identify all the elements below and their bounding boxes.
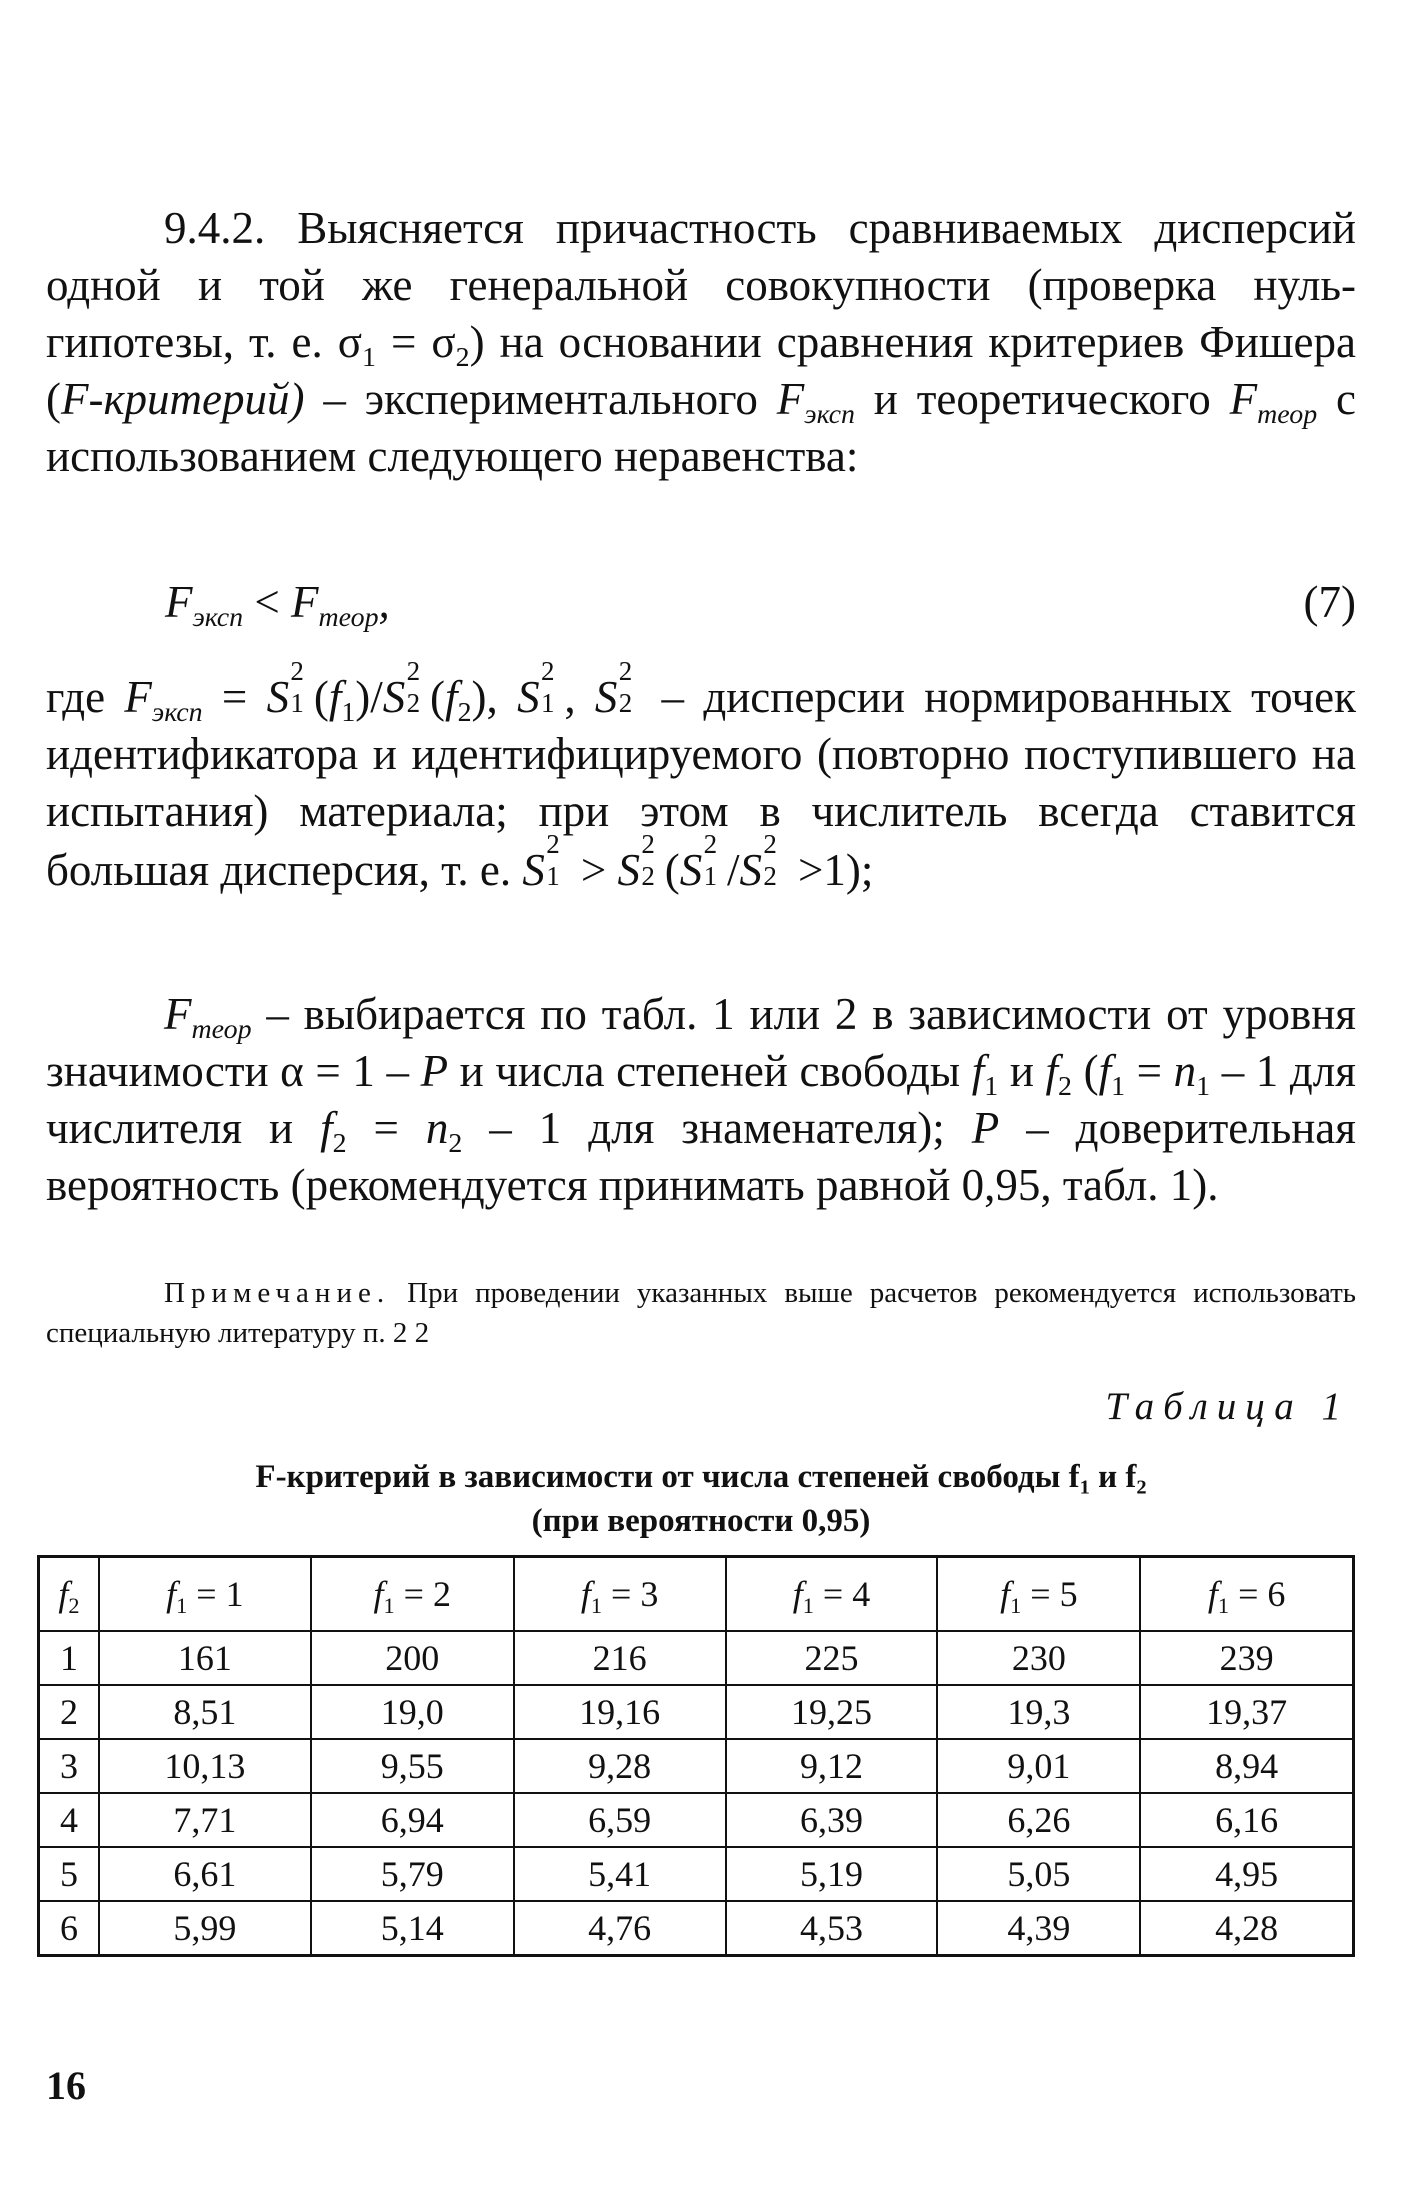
row-f2-cell: 3	[39, 1739, 99, 1793]
table-header-row	[39, 1557, 1354, 1632]
table-cell: 9,55	[311, 1739, 514, 1793]
header-f1-6: $f_1 = 6$	[1140, 1557, 1353, 1632]
table-row	[39, 1739, 1354, 1793]
table-cell: 9,12	[726, 1739, 938, 1793]
table-cell: 225	[726, 1631, 938, 1685]
row-f2-cell: 5	[39, 1847, 99, 1901]
equation-number: (7)	[1303, 577, 1356, 627]
table-cell: 6,94	[311, 1793, 514, 1847]
header-f1-1: $f_1 = 1$	[99, 1557, 311, 1632]
table-row	[39, 1685, 1354, 1739]
row-f2-cell: 1	[39, 1631, 99, 1685]
table-title-line-2: (при вероятности 0,95)	[531, 1503, 871, 1539]
table-cell: 216	[514, 1631, 726, 1685]
table-cell: 5,99	[99, 1901, 311, 1956]
table-title	[46, 1455, 1356, 1543]
header-f1-5: $f_1 = 5$	[937, 1557, 1140, 1632]
table-row	[39, 1847, 1354, 1901]
f-criterion-table	[37, 1555, 1355, 1957]
row-f2-cell: 2	[39, 1685, 99, 1739]
row-f2-cell: 6	[39, 1901, 99, 1956]
note-label: Примечание.	[164, 1277, 391, 1309]
paragraph-fteor: $F_{теор}$ – выбирается по табл. 1 или 2 в зависимости от уровня значимости α = 1 – P и числа степеней свободы $f_1$ и $f_2$ ($f_1 = n_1 - 1$ для числителя и $f_2 = n_2 - 1$ для знаменателя); P – доверительная вероятность (рекомендуется принимать равной 0,95, табл. 1).	[46, 989, 1356, 1210]
f-criterion-term: F-критерий)	[61, 374, 305, 424]
table-cell: 4,53	[726, 1901, 938, 1956]
table-cell: 4,95	[1140, 1847, 1353, 1901]
header-f2: $f_2$	[39, 1557, 99, 1632]
section-number: 9.4.2.	[164, 203, 266, 253]
table-cell: 4,76	[514, 1901, 726, 1956]
equation-7	[165, 574, 1356, 631]
table-cell: 4,28	[1140, 1901, 1353, 1956]
note	[46, 1273, 1356, 1353]
paragraph-where: где $F_{эксп} = S$ 2 1 $(f_1)/S$ 2 2 $(f_2)$, S 2 1 , S 2 2 – дисперсии нормированных точек идентификатора и идентифицируемого (повторно поступившего на испытания) материала; при этом в числитель всегда ставится большая дисперсия, т. е. S 2 1 > S 2 2 (S 2 1 /S 2 2 >1);	[46, 655, 1356, 895]
row-f2-cell: 4	[39, 1793, 99, 1847]
table-cell: 6,26	[937, 1793, 1140, 1847]
table-cell: 6,39	[726, 1793, 938, 1847]
header-f1-2: $f_1 = 2$	[311, 1557, 514, 1632]
table-cell: 161	[99, 1631, 311, 1685]
table-cell: 5,41	[514, 1847, 726, 1901]
paragraph-intro: 9.4.2. Выясняется причастность сравниваемых дисперсий одной и той же генеральной совокупности (проверка нуль-гипотезы, т. е. $\sigma_1 = \sigma_2$) на основании сравнения критериев Фишера (F-критерий) – экспериментального $F_{эксп}$ и теоретического $F_{теор}$ с использованием следующего неравенства:	[46, 203, 1356, 481]
table-cell: 8,51	[99, 1685, 311, 1739]
table-title-line-1: F-критерий в зависимости от числа степеней свободы $f_1$ и $f_2$	[255, 1459, 1147, 1499]
table-cell: 9,01	[937, 1739, 1140, 1793]
table-row	[39, 1793, 1354, 1847]
table-row	[39, 1631, 1354, 1685]
table-cell: 10,13	[99, 1739, 311, 1793]
table-cell: 19,16	[514, 1685, 726, 1739]
table-cell: 19,37	[1140, 1685, 1353, 1739]
note-text: При проведении указанных выше расчетов рекомендуется использовать специальную литературу п. 2 2	[46, 1277, 1356, 1349]
table-row	[39, 1901, 1354, 1956]
table-cell: 5,14	[311, 1901, 514, 1956]
table-cell: 19,0	[311, 1685, 514, 1739]
table-label: Таблица 1	[1105, 1385, 1350, 1428]
table-cell: 239	[1140, 1631, 1353, 1685]
table-cell: 6,16	[1140, 1793, 1353, 1847]
equation-body: $F_{эксп} < F_{теор}$,	[165, 577, 390, 633]
page-number: 16	[46, 2063, 86, 2108]
table-cell: 19,25	[726, 1685, 938, 1739]
header-f1-4: $f_1 = 4$	[726, 1557, 938, 1632]
table-cell: 7,71	[99, 1793, 311, 1847]
table-cell: 4,39	[937, 1901, 1140, 1956]
table-cell: 9,28	[514, 1739, 726, 1793]
table-cell: 6,61	[99, 1847, 311, 1901]
table-cell: 5,79	[311, 1847, 514, 1901]
table-cell: 200	[311, 1631, 514, 1685]
table-cell: 5,05	[937, 1847, 1140, 1901]
header-f1-3: $f_1 = 3$	[514, 1557, 726, 1632]
table-cell: 6,59	[514, 1793, 726, 1847]
table-cell: 230	[937, 1631, 1140, 1685]
table-cell: 8,94	[1140, 1739, 1353, 1793]
table-cell: 19,3	[937, 1685, 1140, 1739]
table-cell: 5,19	[726, 1847, 938, 1901]
